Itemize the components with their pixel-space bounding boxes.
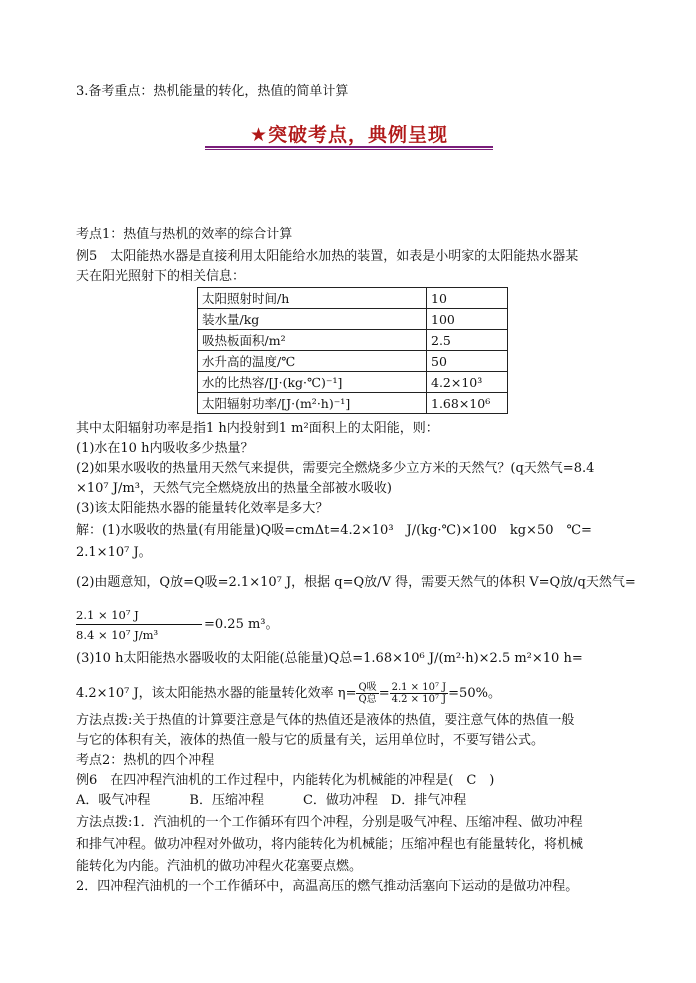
question-2-line2: ×10⁷ J/m³，天然气完全燃烧放出的热量全部被水吸收) bbox=[76, 481, 392, 496]
after-table-text: 其中太阳辐射功率是指1 h内投射到1 m²面积上的太阳能，则： bbox=[76, 421, 439, 436]
table-value: 2.5 bbox=[427, 330, 508, 351]
solution-3-text: 4.2×10⁷ J，该太阳能热水器的能量转化效率 η= bbox=[76, 686, 357, 701]
table-key: 水的比热容/[J·(kg·℃)⁻¹] bbox=[198, 372, 427, 393]
solution-2-result: =0.25 m³。 bbox=[204, 617, 279, 632]
efficiency-fraction bbox=[356, 682, 378, 705]
solution-3-line2: 4.2×10⁷ J，该太阳能热水器的能量转化效率 η= $\frac{\text{Q吸}}{\text{Q总}}$ = $\frac{\text{2.1 × 10⁷ J}}{\text{4.2 × 10⁷ J}}$ =50%。 bbox=[76, 682, 501, 705]
question-2-line1: (2)如果水吸收的热量用天然气来提供，需要完全燃烧多少立方米的天然气？(q天然气=8.4 bbox=[76, 461, 595, 476]
value-denominator: 4.2 × 10⁷ J bbox=[391, 694, 447, 705]
tips1-line1: 方法点拨:关于热值的计算要注意是气体的热值还是液体的热值，要注意气体的热值一般 bbox=[76, 713, 575, 728]
table-key: 水升高的温度/℃ bbox=[198, 351, 427, 372]
solution-3-result: =50%。 bbox=[448, 686, 501, 701]
solution-1-line2: 2.1×10⁷ J。 bbox=[76, 545, 152, 560]
example5-line2: 天在阳光照射下的相关信息： bbox=[76, 269, 246, 284]
header-line: 3.备考重点：热机能量的转化，热值的简单计算 bbox=[76, 84, 349, 99]
table-row bbox=[198, 393, 508, 414]
banner-rule-top bbox=[205, 146, 493, 148]
table-key: 太阳照射时间/h bbox=[198, 288, 427, 309]
solution-1-line1: 解：(1)水吸收的热量(有用能量)Q吸=cmΔt=4.2×10³ J/(kg·℃)×100 kg×50 ℃= bbox=[76, 523, 592, 538]
solution-2-fraction-bar bbox=[76, 624, 202, 625]
example5-line1: 例5 太阳能热水器是直接利用太阳能给水加热的装置，如表是小明家的太阳能热水器某 bbox=[76, 249, 579, 264]
info-table bbox=[197, 287, 508, 414]
section1-title: 考点1：热值与热机的效率的综合计算 bbox=[76, 227, 293, 242]
table-row bbox=[198, 309, 508, 330]
solution-2-line1: (2)由题意知，Q放=Q吸=2.1×10⁷ J，根据 q=Q放/V 得，需要天然气的体积 V=Q放/q天然气= bbox=[76, 575, 636, 590]
banner-rule-bottom bbox=[205, 149, 493, 150]
fraction-denominator: Q总 bbox=[358, 694, 377, 705]
tips2-line3: 能转化为内能。汽油机的做功冲程火花塞要点燃。 bbox=[76, 859, 363, 874]
table-value: 10 bbox=[427, 288, 508, 309]
section2-title: 考点2：热机的四个冲程 bbox=[76, 753, 215, 768]
table-value: 4.2×10³ bbox=[427, 372, 508, 393]
example6: 例6 在四冲程汽油机的工作过程中，内能转化为机械能的冲程是( C ) bbox=[76, 773, 495, 788]
solution-3-line1: (3)10 h太阳能热水器吸收的太阳能(总能量)Q总=1.68×10⁶ J/(m²·h)×2.5 m²×10 h= bbox=[76, 651, 583, 666]
table-row bbox=[198, 288, 508, 309]
tips1-line2: 与它的体积有关，液体的热值一般与它的质量有关，运用单位时，不要写错公式。 bbox=[76, 733, 545, 748]
table-key: 吸热板面积/m² bbox=[198, 330, 427, 351]
question-1: (1)水在10 h内吸收多少热量？ bbox=[76, 441, 254, 456]
table-value: 1.68×10⁶ bbox=[427, 393, 508, 414]
efficiency-value-fraction bbox=[390, 682, 449, 705]
solution-2-numerator: 2.1 × 10⁷ J bbox=[76, 608, 139, 622]
table-value: 100 bbox=[427, 309, 508, 330]
table-key: 装水量/kg bbox=[198, 309, 427, 330]
table-row bbox=[198, 351, 508, 372]
tips2-line1: 方法点拨:1．汽油机的一个工作循环有四个冲程，分别是吸气冲程、压缩冲程、做功冲程 bbox=[76, 815, 583, 830]
table-row bbox=[198, 330, 508, 351]
question-3: (3)该太阳能热水器的能量转化效率是多大？ bbox=[76, 501, 329, 516]
example6-options: A．吸气冲程 B．压缩冲程 C．做功冲程 D．排气冲程 bbox=[76, 793, 467, 808]
value-numerator: 2.1 × 10⁷ J bbox=[391, 682, 447, 693]
solution-2-denominator: 8.4 × 10⁷ J/m³ bbox=[76, 628, 159, 642]
tips2-line2: 和排气冲程。做功冲程对外做功，将内能转化为机械能；压缩冲程也有能量转化，将机械 bbox=[76, 837, 584, 852]
fraction-numerator: Q吸 bbox=[358, 682, 377, 693]
tips2-line4: 2．四冲程汽油机的一个工作循环中，高温高压的燃气推动活塞向下运动的是做功冲程。 bbox=[76, 879, 579, 894]
table-row bbox=[198, 372, 508, 393]
section-banner: ★突破考点，典例呈现 bbox=[249, 124, 449, 146]
table-key: 太阳辐射功率/[J·(m²·h)⁻¹] bbox=[198, 393, 427, 414]
table-value: 50 bbox=[427, 351, 508, 372]
